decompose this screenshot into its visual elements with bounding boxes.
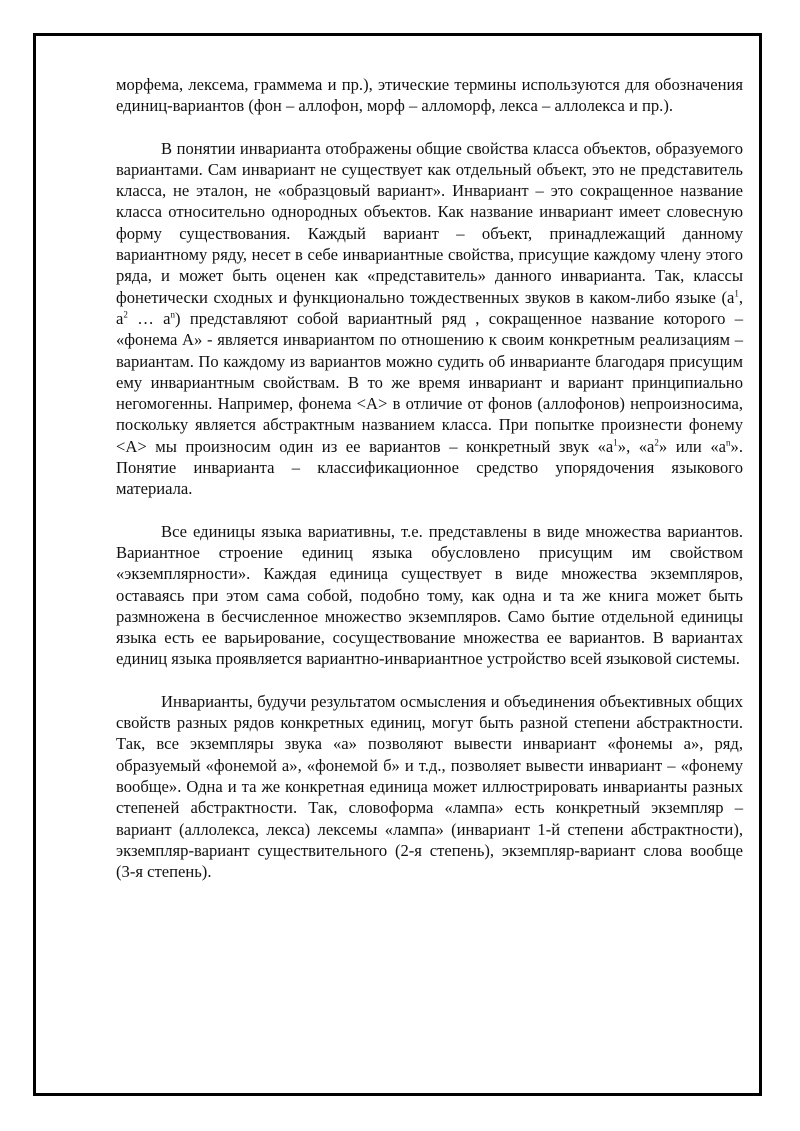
document-body	[116, 74, 743, 882]
superscript: n	[170, 309, 175, 320]
paragraph-gap	[116, 500, 743, 521]
superscript: n	[726, 437, 731, 448]
superscript: 1	[734, 288, 739, 299]
paragraph-gap	[116, 670, 743, 691]
paragraph-3: Все единицы языка вариативны, т.е. представлены в виде множества вариантов. Вариантное строение единиц языка обусловлено присущим им свойством «экземплярности». Каждая единица существует в виде множества экземпляров, оставаясь при этом сама собой, подобно тому, как одна и та же книга может быть размножена в бесчисленное множество экземпляров. Само бытие отдельной единицы языка есть ее варьирование, сосуществование множества ее вариантов. В вариантах единиц языка проявляется вариантно-инвариантное устройство всей языковой системы.	[116, 521, 743, 669]
paragraph-gap	[116, 117, 743, 138]
superscript: 1	[613, 437, 618, 448]
paragraph-4: Инварианты, будучи результатом осмысления и объединения объективных общих свойств разных рядов конкретных единиц, могут быть разной степени абстрактности. Так, все экземпляры звука «а» позволяют вывести инвариант «фонемы а», ряд, образуемый «фонемой а», «фонемой б» и т.д., позволяет вывести инвариант – «фонему вообще». Одна и та же конкретная единица может иллюстрировать инварианты разных степеней абстрактности. Так, словоформа «лампа» есть конкретный экземпляр – вариант (аллолекса, лекса) лексемы «лампа» (инвариант 1-й степени абстрактности), экземпляр-вариант существительного (2-я степень), экземпляр-вариант слова вообще (3-я степень).	[116, 691, 743, 882]
superscript: 2	[654, 437, 659, 448]
paragraph-1: морфема, лексема, граммема и пр.), этические термины используются для обозначения единиц-вариантов (фон – аллофон, морф – алломорф, лекса – аллолекса и пр.).	[116, 75, 743, 116]
superscript: 2	[123, 309, 128, 320]
paragraph-2: В понятии инварианта отображены общие свойства класса объектов, образуемого вариантами. Сам инвариант не существует как отдельный объект, это не представитель класса, не эталон, не «образцовый вариант». Инвариант – это сокращенное название класса относительно однородных объектов. Как название инвариант имеет словесную форму существования. Каждый вариант – объект, принадлежащий данному вариантному ряду, несет в себе инвариантные свойства, присущие каждому члену этого ряда, и может быть оценен как «представитель» данного инварианта. Так, классы фонетически сходных и функционально тождественных звуков в каком-либо языке ($а^1$, $а^2$ … $а^n$) представляют собой вариантный ряд , сокращенное название которого – «фонема А» - является инвариантом по отношению к своим конкретным реализациям – вариантам. По каждому из вариантов можно судить об инварианте благодаря присущим ему инвариантным свойствам. В то же время инвариант и вариант принципиально негомогенны. Например, фонема <А> в отличие от фонов (аллофонов) непроизносима, поскольку является абстрактным названием класса. При попытке произнести фонему <А> мы произносим один из ее вариантов – конкретный звук «$а^1$», «$а^2$» или «$а^n$». Понятие инварианта – классификационное средство упорядочения языкового материала.	[116, 138, 744, 499]
